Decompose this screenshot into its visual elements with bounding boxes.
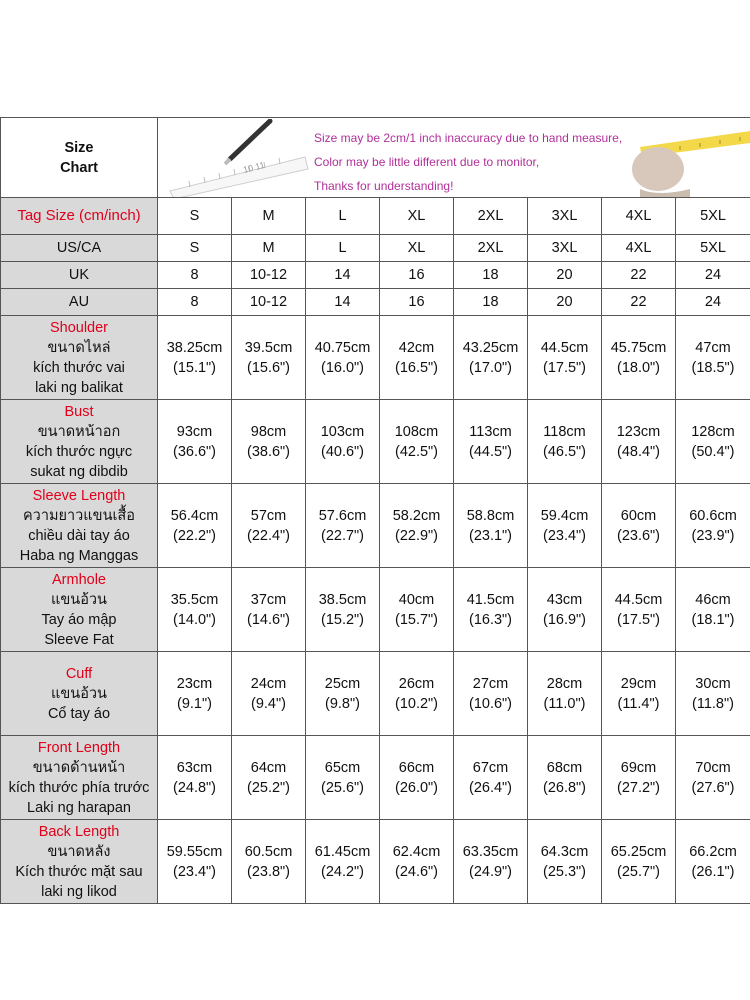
value-cm: 59.4cm <box>540 507 589 524</box>
measurement-value-cell <box>528 400 602 484</box>
measurement-translation: ขนาดไหล่ <box>47 339 111 356</box>
measurement-label <box>1 316 158 400</box>
measurement-value-cell <box>380 316 454 400</box>
measurement-value-cell <box>232 484 306 568</box>
value-inch: (25.3") <box>542 863 587 880</box>
measurement-value-cell <box>602 820 676 904</box>
tag-size-cell: 4XL <box>602 198 676 235</box>
value-cm: 123cm <box>616 423 661 440</box>
size-value-cell: L <box>306 235 380 262</box>
measurement-name: Back Length <box>38 823 120 840</box>
value-inch: (23.9") <box>691 527 735 544</box>
measurement-row <box>1 736 750 820</box>
measurement-value-cell <box>676 736 750 820</box>
value-cm: 37cm <box>250 591 287 608</box>
measurement-translation: Sleeve Fat <box>44 631 114 648</box>
size-value-cell: M <box>232 235 306 262</box>
measurement-value-cell <box>454 820 528 904</box>
value-inch: (11.4") <box>617 695 660 712</box>
measurement-value-cell <box>676 652 750 736</box>
ruler-pencil-icon <box>160 119 310 197</box>
value-inch: (40.6") <box>320 443 365 460</box>
row-label: AU <box>1 289 158 316</box>
measurement-value-cell <box>380 568 454 652</box>
measurement-value-cell <box>306 568 380 652</box>
note-color-monitor: Color may be little different due to monitor, <box>314 154 540 169</box>
value-cm: 35.5cm <box>170 591 219 608</box>
measurement-value-cell <box>454 652 528 736</box>
measurement-value-cell <box>528 316 602 400</box>
value-inch: (23.8") <box>246 863 291 880</box>
measurement-value-cell <box>306 400 380 484</box>
measurement-translation: Cổ tay áo <box>47 705 111 722</box>
value-cm: 38.5cm <box>318 591 367 608</box>
measurement-translation: Tay áo mập <box>41 611 117 628</box>
tag-size-label: Tag Size (cm/inch) <box>1 198 158 235</box>
measurement-value-cell <box>232 820 306 904</box>
value-inch: (11.8") <box>692 695 734 712</box>
note-thanks: Thanks for understanding! <box>314 178 454 193</box>
tag-size-cell: M <box>232 198 306 235</box>
value-cm: 23cm <box>176 675 213 692</box>
measurement-row <box>1 400 750 484</box>
value-inch: (25.2") <box>246 779 291 796</box>
value-inch: (22.2") <box>172 527 217 544</box>
size-value-cell: 24 <box>676 289 750 316</box>
measurement-translation: แขนอ้วน <box>51 591 107 608</box>
value-inch: (15.1") <box>172 359 217 376</box>
size-value-cell: 2XL <box>454 235 528 262</box>
value-inch: (27.6") <box>691 779 735 796</box>
measurement-value-cell <box>232 736 306 820</box>
size-value-cell: 8 <box>158 262 232 289</box>
measurement-value-cell <box>676 568 750 652</box>
measurement-value-cell <box>158 568 232 652</box>
value-cm: 65cm <box>324 759 361 776</box>
measurement-label <box>1 484 158 568</box>
value-cm: 25cm <box>324 675 361 692</box>
measurement-translation: kích thước vai <box>33 359 125 376</box>
measurement-translation: sukat ng dibdib <box>30 463 128 480</box>
value-inch: (15.6") <box>246 359 291 376</box>
size-value-cell: 3XL <box>528 235 602 262</box>
value-inch: (23.1") <box>468 527 513 544</box>
measurement-translation: แขนอ้วน <box>51 685 107 702</box>
measurement-value-cell <box>232 400 306 484</box>
size-value-cell: 14 <box>306 289 380 316</box>
value-inch: (14.6") <box>246 611 291 628</box>
value-cm: 46cm <box>695 591 731 608</box>
size-value-cell: 18 <box>454 262 528 289</box>
size-value-cell: 14 <box>306 262 380 289</box>
value-cm: 56.4cm <box>170 507 219 524</box>
value-inch: (22.7") <box>320 527 365 544</box>
size-row-usca <box>1 235 750 262</box>
size-value-cell: 10-12 <box>232 262 306 289</box>
value-inch: (26.1") <box>691 863 735 880</box>
value-inch: (16.9") <box>542 611 587 628</box>
tag-size-cell: L <box>306 198 380 235</box>
value-inch: (16.5") <box>394 359 439 376</box>
measurement-value-cell <box>676 820 750 904</box>
value-inch: (26.8") <box>542 779 587 796</box>
tag-size-cell: XL <box>380 198 454 235</box>
measurement-value-cell <box>602 736 676 820</box>
value-inch: (48.4") <box>616 443 661 460</box>
value-cm: 44.5cm <box>540 339 589 356</box>
measurement-value-cell <box>528 652 602 736</box>
value-inch: (9.4") <box>251 695 286 712</box>
size-value-cell: 22 <box>602 289 676 316</box>
value-cm: 108cm <box>394 423 439 440</box>
size-value-cell: 18 <box>454 289 528 316</box>
value-cm: 47cm <box>695 339 731 356</box>
value-cm: 66.2cm <box>689 843 737 860</box>
value-inch: (23.4") <box>542 527 587 544</box>
value-inch: (26.0") <box>394 779 439 796</box>
value-inch: (24.2") <box>320 863 365 880</box>
measurement-value-cell <box>454 400 528 484</box>
value-cm: 26cm <box>398 675 435 692</box>
value-inch: (23.4") <box>172 863 217 880</box>
size-value-cell: 5XL <box>676 235 750 262</box>
measurement-value-cell <box>676 400 750 484</box>
value-inch: (10.2") <box>394 695 439 712</box>
value-inch: (25.6") <box>320 779 365 796</box>
value-cm: 70cm <box>695 759 731 776</box>
measurement-label <box>1 736 158 820</box>
value-cm: 63cm <box>176 759 213 776</box>
measurement-label <box>1 652 158 736</box>
measurement-value-cell <box>380 400 454 484</box>
value-inch: (25.7") <box>616 863 661 880</box>
value-cm: 65.25cm <box>610 843 667 860</box>
value-inch: (9.1") <box>177 695 212 712</box>
measurement-value-cell <box>676 316 750 400</box>
size-value-cell: 16 <box>380 289 454 316</box>
measurement-value-cell <box>380 484 454 568</box>
value-inch: (9.8") <box>325 695 360 712</box>
measurement-name: Bust <box>64 403 94 420</box>
value-inch: (18.0") <box>616 359 661 376</box>
value-cm: 62.4cm <box>392 843 441 860</box>
measurement-name: Cuff <box>65 665 93 682</box>
notice-banner <box>158 118 750 198</box>
value-inch: (24.8") <box>172 779 217 796</box>
value-inch: (22.9") <box>394 527 439 544</box>
size-value-cell: 20 <box>528 262 602 289</box>
measurement-row <box>1 568 750 652</box>
note-hand-measure: Size may be 2cm/1 inch inaccuracy due to hand measure, <box>314 130 623 145</box>
measurement-value-cell <box>306 484 380 568</box>
value-inch: (18.5") <box>691 359 735 376</box>
measurement-value-cell <box>454 484 528 568</box>
svg-text:10 11: 10 11 <box>242 159 266 175</box>
title-line-1: Size <box>64 139 94 156</box>
measurement-row <box>1 484 750 568</box>
value-cm: 64.3cm <box>540 843 589 860</box>
measurement-translation: laki ng likod <box>41 883 117 900</box>
measurement-name: Sleeve Length <box>32 487 126 504</box>
chart-title <box>1 118 158 198</box>
measurement-value-cell <box>528 736 602 820</box>
measurement-translation: kích thước phía trước <box>8 779 150 796</box>
measurement-name: Shoulder <box>49 319 109 336</box>
value-cm: 64cm <box>250 759 287 776</box>
value-cm: 42cm <box>398 339 435 356</box>
measurement-value-cell <box>380 820 454 904</box>
tag-size-cell: S <box>158 198 232 235</box>
measurement-value-cell <box>676 484 750 568</box>
measurement-value-cell <box>602 400 676 484</box>
measurement-label <box>1 568 158 652</box>
size-value-cell: 24 <box>676 262 750 289</box>
measurement-translation: ขนาดด้านหน้า <box>32 759 126 776</box>
measurement-translation: ขนาดหน้าอก <box>37 423 121 440</box>
value-cm: 45.75cm <box>610 339 667 356</box>
size-row-au <box>1 289 750 316</box>
value-cm: 93cm <box>176 423 213 440</box>
measuring-tape-hand-icon <box>610 119 750 197</box>
tag-size-cell: 5XL <box>676 198 750 235</box>
measurement-value-cell <box>306 820 380 904</box>
measurement-row <box>1 820 750 904</box>
value-cm: 43.25cm <box>462 339 519 356</box>
value-inch: (16.3") <box>468 611 513 628</box>
measurement-value-cell <box>158 736 232 820</box>
value-inch: (36.6") <box>172 443 217 460</box>
value-cm: 29cm <box>620 675 657 692</box>
value-inch: (44.5") <box>468 443 513 460</box>
measurement-translation: ขนาดหลัง <box>47 843 111 860</box>
value-cm: 30cm <box>695 675 731 692</box>
measurement-row <box>1 316 750 400</box>
size-value-cell: 22 <box>602 262 676 289</box>
value-inch: (17.5") <box>616 611 661 628</box>
value-cm: 27cm <box>472 675 509 692</box>
measurement-value-cell <box>232 316 306 400</box>
measurement-value-cell <box>454 736 528 820</box>
measurement-value-cell <box>306 736 380 820</box>
measurement-translation: chiều dài tay áo <box>28 527 130 544</box>
measurement-value-cell <box>306 316 380 400</box>
measurement-value-cell <box>158 652 232 736</box>
tag-size-cell: 3XL <box>528 198 602 235</box>
value-cm: 69cm <box>620 759 657 776</box>
value-cm: 43cm <box>546 591 583 608</box>
title-line-2: Chart <box>60 159 98 176</box>
measurement-translation: kích thước ngực <box>25 443 133 460</box>
value-cm: 60.5cm <box>244 843 293 860</box>
value-inch: (16.0") <box>320 359 365 376</box>
size-value-cell: 8 <box>158 289 232 316</box>
value-cm: 41.5cm <box>466 591 515 608</box>
value-inch: (46.5") <box>542 443 587 460</box>
measurement-label <box>1 820 158 904</box>
measurement-name: Armhole <box>52 571 106 588</box>
value-cm: 40cm <box>398 591 435 608</box>
value-inch: (24.6") <box>394 863 439 880</box>
header-row <box>1 118 750 198</box>
value-cm: 60.6cm <box>689 507 737 524</box>
value-cm: 38.25cm <box>166 339 223 356</box>
value-inch: (17.5") <box>542 359 587 376</box>
value-cm: 57.6cm <box>318 507 367 524</box>
size-value-cell: 20 <box>528 289 602 316</box>
size-value-cell: 4XL <box>602 235 676 262</box>
measurement-row <box>1 652 750 736</box>
value-cm: 58.8cm <box>466 507 515 524</box>
value-cm: 113cm <box>469 423 512 440</box>
measurement-name: Front Length <box>37 739 121 756</box>
value-cm: 68cm <box>546 759 583 776</box>
value-inch: (10.6") <box>468 695 513 712</box>
value-cm: 28cm <box>546 675 583 692</box>
value-inch: (27.2") <box>616 779 661 796</box>
value-inch: (17.0") <box>468 359 513 376</box>
value-cm: 59.55cm <box>166 843 223 860</box>
measurement-translation: ความยาวแขนเสื้อ <box>22 507 135 524</box>
value-inch: (15.2") <box>320 611 365 628</box>
value-inch: (42.5") <box>394 443 439 460</box>
value-cm: 67cm <box>472 759 509 776</box>
value-cm: 24cm <box>250 675 287 692</box>
value-cm: 44.5cm <box>614 591 663 608</box>
measurement-value-cell <box>158 316 232 400</box>
measurement-value-cell <box>158 484 232 568</box>
measurement-translation: Haba ng Manggas <box>19 547 139 564</box>
value-cm: 118cm <box>543 423 586 440</box>
measurement-value-cell <box>602 568 676 652</box>
size-value-cell: S <box>158 235 232 262</box>
measurement-value-cell <box>528 484 602 568</box>
measurement-value-cell <box>602 484 676 568</box>
value-cm: 128cm <box>691 423 735 440</box>
size-value-cell: 16 <box>380 262 454 289</box>
measurement-value-cell <box>306 652 380 736</box>
size-value-cell: 10-12 <box>232 289 306 316</box>
size-value-cell: XL <box>380 235 454 262</box>
size-row-uk <box>1 262 750 289</box>
measurement-value-cell <box>454 568 528 652</box>
row-label: US/CA <box>1 235 158 262</box>
value-inch: (26.4") <box>468 779 513 796</box>
measurement-translation: Laki ng harapan <box>27 799 131 816</box>
value-inch: (14.0") <box>172 611 217 628</box>
measurement-value-cell <box>602 316 676 400</box>
value-inch: (24.9") <box>468 863 513 880</box>
measurement-value-cell <box>454 316 528 400</box>
measurement-translation: laki ng balikat <box>35 379 123 396</box>
value-inch: (38.6") <box>246 443 291 460</box>
value-cm: 60cm <box>620 507 657 524</box>
measurement-value-cell <box>380 736 454 820</box>
value-inch: (18.1") <box>691 611 735 628</box>
measurement-value-cell <box>158 400 232 484</box>
value-cm: 103cm <box>320 423 365 440</box>
measurement-translation: Kích thước mặt sau <box>15 863 143 880</box>
row-label: UK <box>1 262 158 289</box>
measurement-value-cell <box>158 820 232 904</box>
value-inch: (50.4") <box>691 443 735 460</box>
value-inch: (22.4") <box>246 527 291 544</box>
measurement-label <box>1 400 158 484</box>
value-inch: (15.7") <box>394 611 439 628</box>
measurement-value-cell <box>528 820 602 904</box>
value-cm: 58.2cm <box>392 507 441 524</box>
measurement-value-cell <box>602 652 676 736</box>
measurement-value-cell <box>528 568 602 652</box>
measurement-value-cell <box>232 568 306 652</box>
value-cm: 39.5cm <box>244 339 293 356</box>
measurement-value-cell <box>380 652 454 736</box>
value-cm: 63.35cm <box>462 843 519 860</box>
tag-size-cell: 2XL <box>454 198 528 235</box>
value-inch: (11.0") <box>543 695 586 712</box>
value-cm: 98cm <box>250 423 287 440</box>
value-cm: 61.45cm <box>314 843 371 860</box>
value-cm: 40.75cm <box>314 339 371 356</box>
value-inch: (23.6") <box>616 527 661 544</box>
measurement-value-cell <box>232 652 306 736</box>
size-chart-table <box>0 117 750 904</box>
value-cm: 57cm <box>250 507 287 524</box>
tag-size-row <box>1 198 750 235</box>
value-cm: 66cm <box>398 759 435 776</box>
